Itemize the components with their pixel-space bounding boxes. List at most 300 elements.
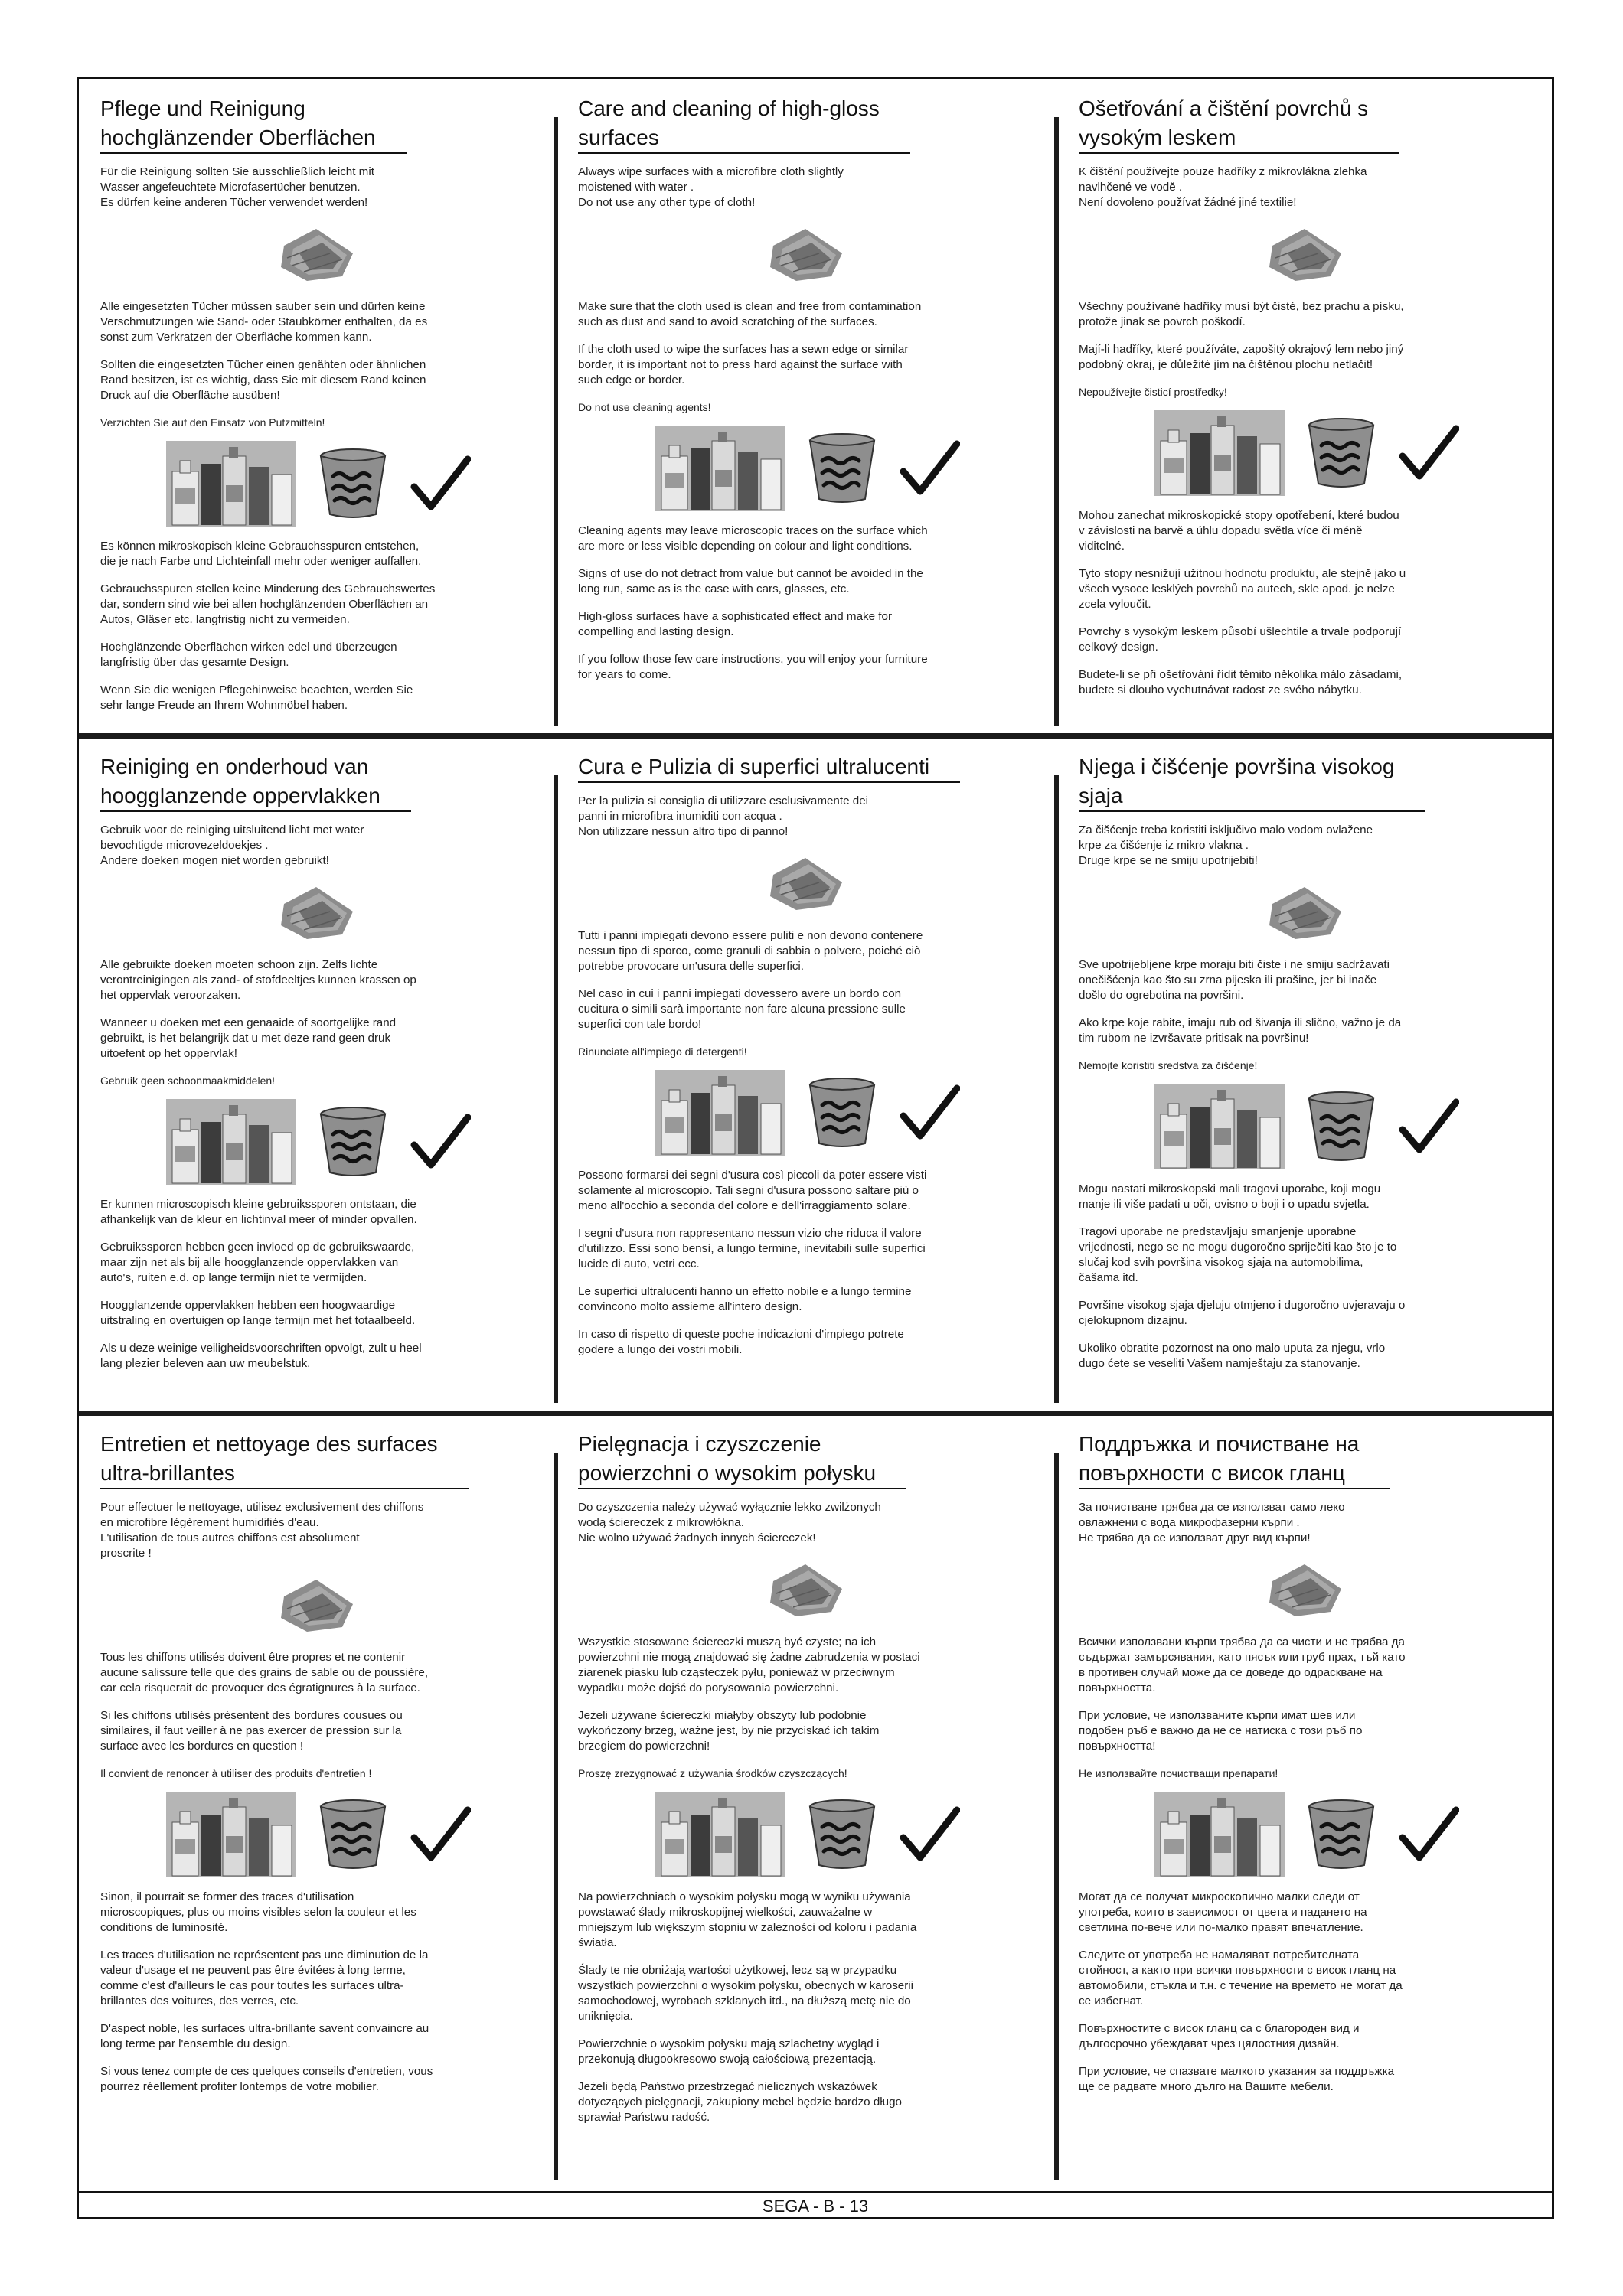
cloth-paragraphs <box>1079 1635 1534 1754</box>
section-title <box>1079 1430 1390 1489</box>
checkmark-icon <box>410 1804 471 1865</box>
paragraph-line: brzegiem do powierzchni! <box>578 1740 710 1753</box>
checkmark-icon <box>410 453 471 514</box>
intro-line: Не трябва да се използват друг вид кърпи! <box>1079 1531 1311 1544</box>
paragraph-line: maar zijn net als bij alle hoogglanzende oppervlakken van <box>100 1256 399 1269</box>
paragraph <box>578 609 1037 640</box>
checkmark-icon <box>899 1804 960 1865</box>
paragraph-line: Sollten die eingesetzten Tücher einen genähten oder ähnlichen <box>100 358 426 371</box>
intro-line: Pour effectuer le nettoyage, utilisez exclusivement des chiffons <box>100 1501 424 1514</box>
cloth-icon <box>276 1574 361 1635</box>
paragraph-line: Следите от употреба не намаляват потребителната <box>1079 1949 1360 1962</box>
paragraph-line: lang plezier beleven aan uw meubelstuk. <box>100 1357 311 1370</box>
intro-line: Non utilizzare nessun altro tipo di panno! <box>578 825 789 838</box>
paragraph-line: čašama itd. <box>1079 1271 1138 1284</box>
paragraph-line: Tous les chiffons utilisés doivent être propres et ne contenir <box>100 1651 406 1664</box>
paragraph <box>100 1890 537 1936</box>
paragraph-line: pourrez réellement profiter lontemps de votre mobilier. <box>100 2080 379 2093</box>
paragraph-line: Alle eingesetzten Tücher müssen sauber sein und dürfen keine <box>100 300 426 313</box>
paragraph-line: uitstraling en overtuigen op lange termijn met het totaalbeeld. <box>100 1314 416 1327</box>
paragraph-line: Gebruikssporen hebben geen invloed op de gebruikswaarde, <box>100 1241 415 1254</box>
paragraph-line: lucide di auto, vetri ecc. <box>578 1257 700 1270</box>
cleaning-bottles-icon <box>655 426 785 511</box>
paragraph-line: v závislosti na barvě a úhlu dopadu světla více či méně <box>1079 524 1363 537</box>
paragraph <box>578 928 1037 974</box>
intro-line: Do not use any other type of cloth! <box>578 196 756 209</box>
wear-paragraphs <box>1079 1890 1534 2095</box>
cleaning-bottles-icon <box>655 1070 785 1156</box>
intro-line: Es dürfen keine anderen Tücher verwendet werden! <box>100 196 368 209</box>
paragraph <box>1079 508 1534 554</box>
cleaning-illustration <box>100 1099 537 1185</box>
intro-line: Gebruik voor de reiniging uitsluitend licht met water <box>100 823 364 837</box>
paragraph-line: surface avec les bordures en question ! <box>100 1740 304 1753</box>
no-cleaning-agents-text: Gebruik geen schoonmaakmiddelen! <box>100 1075 276 1087</box>
bucket-icon <box>1306 1798 1376 1871</box>
paragraph-line: Ślady te nie obniżają wartości użytkowej, lecz są w przypadku <box>578 1964 897 1977</box>
section-title-line: Pielęgnacja i czyszczenie <box>578 1432 821 1456</box>
paragraph-line: podobný okraj, je důležité jím na čištěnou plochu netlačit! <box>1079 358 1373 371</box>
intro-line: K čištění používejte pouze hadříky z mikrovlákna zlehka <box>1079 165 1367 178</box>
paragraph-line: mniejszym lub większym stopniu w zależności od koloru i padania <box>578 1921 917 1934</box>
cloth-icon <box>766 223 850 284</box>
paragraph-line: в противен случай може да се доведе до одраскване на <box>1079 1666 1383 1679</box>
paragraph-line: for years to come. <box>578 668 671 681</box>
paragraph-line: Verschmutzungen wie Sand- oder Staubkörner enthalten, da es <box>100 315 428 328</box>
intro-line: en microfibre légèrement humidifiés d'eau. <box>100 1516 319 1529</box>
cleaning-illustration <box>1079 1792 1534 1877</box>
intro-line: krpe za čišćenje iz mikro vlakna . <box>1079 839 1249 852</box>
paragraph-line: Jeżeli używane ściereczki miałyby obszyty lub podobnie <box>578 1709 867 1722</box>
paragraph <box>100 539 537 569</box>
paragraph-line: došlo do ogrebotina na površini. <box>1079 989 1244 1002</box>
section-title-line: Entretien et nettoyage des surfaces <box>100 1432 438 1456</box>
intro-line: овлажнени с вода микрофазерни кърпи . <box>1079 1516 1300 1529</box>
language-section <box>1057 1414 1554 2187</box>
paragraph <box>578 299 1037 330</box>
intro-line: L'utilisation de tous autres chiffons est absolument <box>100 1531 360 1544</box>
bucket-icon <box>318 1798 388 1871</box>
intro-text <box>1079 1500 1534 1546</box>
paragraph-line: convincono molto assieme all'intero design. <box>578 1300 802 1313</box>
paragraph <box>578 523 1037 554</box>
bucket-icon <box>807 1076 877 1150</box>
paragraph-line: gebruikt, is het belangrijk dat u met deze rand geen druk <box>100 1032 391 1045</box>
paragraph-line: dugo ćete se veseliti Vašem namještaju za stanovanje. <box>1079 1357 1360 1370</box>
intro-line: За почистване трябва да се използват само леко <box>1079 1501 1345 1514</box>
wear-paragraphs <box>100 1197 537 1371</box>
paragraph <box>1079 342 1534 373</box>
paragraph-line: potrebbe provocare un'usura delle superfici. <box>578 960 805 973</box>
paragraph-line: Mohou zanechat mikroskopické stopy opotřebení, které budou <box>1079 509 1399 522</box>
paragraph-line: Powierzchnie o wysokim połysku mają szlachetny wygląd i <box>578 2037 880 2050</box>
paragraph-line: Signs of use do not detract from value but cannot be avoided in the <box>578 567 923 580</box>
paragraph <box>100 1650 537 1696</box>
section-title-line: Pflege und Reinigung <box>100 96 305 120</box>
paragraph-line: Wanneer u doeken met een genaaide of soortgelijke rand <box>100 1016 397 1029</box>
intro-line: navlhčené ve vodě . <box>1079 181 1183 194</box>
paragraph-line: Druck auf die Oberfläche ausüben! <box>100 389 280 402</box>
language-section <box>79 1414 557 2187</box>
paragraph-line: slučaj kod svih površina visokog sjaja na automobilima, <box>1079 1256 1363 1269</box>
cloth-icon <box>276 881 361 942</box>
paragraph-line: светлина по-вече или по-малко правят впечатление. <box>1079 1921 1363 1934</box>
paragraph-line: Povrchy s vysokým leskem působí ušlechtile a trvale podporují <box>1079 625 1402 638</box>
cloth-icon <box>1265 881 1349 942</box>
paragraph <box>578 2079 1037 2125</box>
paragraph-line: similaires, il faut veiller à ne pas exercer de pression sur la <box>100 1724 402 1737</box>
paragraph <box>1079 2064 1534 2095</box>
wear-paragraphs <box>1079 1182 1534 1371</box>
section-title-line: ultra-brillantes <box>100 1461 235 1485</box>
paragraph-line: cucitura o simili sarà importante non fare alcuna pressione sulle <box>578 1003 906 1016</box>
paragraph-line: superfici con tale bordo! <box>578 1018 702 1031</box>
paragraph-line: d'utilizzo. Essi sono bensì, a lungo termine, inevitabili sulle superfici <box>578 1242 926 1255</box>
paragraph-line: ziarenek piasku lub cząsteczek pyłu, ponieważ w przeciwnym <box>578 1666 895 1679</box>
language-section <box>1057 79 1554 733</box>
paragraph-line: všech vysoce lesklých povrchů na autech, skle apod. je nelze <box>1079 582 1395 595</box>
paragraph-line: are more or less visible depending on colour and light conditions. <box>578 540 913 553</box>
paragraph-line: valeur d'usage et ne peuvent pas être évitées à long terme, <box>100 1964 406 1977</box>
paragraph-line: Budete-li se při ošetřování řídit těmito několika málo zásadami, <box>1079 668 1403 681</box>
paragraph-line: стойност, а както при всички повърхности с висок гланц на <box>1079 1964 1396 1977</box>
paragraph-line: langfristig über das gesamte Design. <box>100 656 289 669</box>
bucket-icon <box>807 432 877 505</box>
paragraph-line: Površine visokog sjaja djeluju otmjeno i dugoročno uvjeravaju o <box>1079 1299 1406 1312</box>
language-section <box>1057 737 1554 1411</box>
paragraph <box>1079 1708 1534 1754</box>
wear-paragraphs <box>1079 508 1534 698</box>
section-title <box>100 94 407 154</box>
paragraph-line: Mogu nastati mikroskopski mali tragovi uporabe, koji mogu <box>1079 1182 1381 1195</box>
paragraph-line: samochodowej, wyrobach szklanych itd., na dłuższą metę nie do <box>578 1994 911 2007</box>
intro-text <box>100 165 537 210</box>
no-cleaning-agents-text: Il convient de renoncer à utiliser des produits d'entretien ! <box>100 1767 372 1779</box>
paragraph-line: автомобили, стъкла и т.н. с течение на времето не могат да <box>1079 1979 1403 1992</box>
paragraph-line: such as dust and sand to avoid scratching of the surfaces. <box>578 315 877 328</box>
wear-paragraphs <box>100 539 537 713</box>
section-title <box>578 1430 906 1489</box>
paragraph-line: przekonują długookresowo swoją całościową prezentacją. <box>578 2053 877 2066</box>
bucket-icon <box>318 1105 388 1179</box>
paragraph <box>578 1284 1037 1315</box>
paragraph-line: Hochglänzende Oberflächen wirken edel und überzeugen <box>100 641 397 654</box>
intro-line: Do czyszczenia należy używać wyłącznie lekko zwilżonych <box>578 1501 881 1514</box>
paragraph <box>1079 625 1534 655</box>
section-title-line: vysokým leskem <box>1079 126 1236 149</box>
intro-line: Nie wolno używać żadnych innych ściereczek! <box>578 1531 816 1544</box>
section-title <box>578 752 960 783</box>
column-divider <box>554 117 558 726</box>
paragraph <box>100 1708 537 1754</box>
language-section <box>557 79 1057 733</box>
paragraph-line: подобен ръб е важно да не се натиска с този ръб по <box>1079 1724 1363 1737</box>
intro-line: moistened with water . <box>578 181 694 194</box>
paragraph-line: solamente al microscopio. Tali segni d'usura possono saltare più o <box>578 1184 919 1197</box>
paragraph-line: dar, sondern sind wie bei allen hochglänzenden Oberflächen an <box>100 598 429 611</box>
section-title <box>1079 752 1425 812</box>
section-title-line: hochglänzender Oberflächen <box>100 126 376 149</box>
paragraph-line: comme c'est d'ailleurs le cas pour toutes les surfaces ultra- <box>100 1979 404 1992</box>
paragraph-line: Gebrauchsspuren stellen keine Minderung des Gebrauchswertes <box>100 582 436 595</box>
intro-line: panni in microfibra inumiditi con acqua . <box>578 810 782 823</box>
paragraph <box>100 1197 537 1228</box>
paragraph-line: microscopiques, plus ou moins visibles selon la couleur et les <box>100 1906 416 1919</box>
paragraph-line: При условие, че спазвате малкото указания за поддръжка <box>1079 2065 1395 2078</box>
paragraph-line: protože jinak se povrch poškodí. <box>1079 315 1246 328</box>
paragraph-line: Wenn Sie die wenigen Pflegehinweise beachten, werden Sie <box>100 683 413 696</box>
paragraph-line: wypadku może dojść do porysowania powierzchni. <box>578 1681 839 1694</box>
paragraph-line: Ukoliko obratite pozornost na ono malo uputa za njegu, vrlo <box>1079 1342 1386 1355</box>
paragraph <box>1079 1635 1534 1696</box>
paragraph <box>1079 1298 1534 1329</box>
paragraph-line: Všechny používané hadříky musí být čisté, bez prachu a písku, <box>1079 300 1404 313</box>
paragraph-line: wszystkich powierzchni o wysokim połysku, obecnych w karoserii <box>578 1979 914 1992</box>
section-title <box>578 94 910 154</box>
paragraph <box>100 1341 537 1371</box>
paragraph <box>100 582 537 628</box>
page-footer: SEGA - B - 13 <box>79 2191 1552 2219</box>
paragraph-line: Er kunnen microscopisch kleine gebruikssporen ontstaan, die <box>100 1198 416 1211</box>
no-cleaning-agents-text: Do not use cleaning agents! <box>578 401 711 413</box>
paragraph-line: powierzchni nie mogą znajdować się żadne zabrudzenia w postaci <box>578 1651 920 1664</box>
cloth-paragraphs <box>100 299 537 403</box>
paragraph-line: border, it is important not to press hard against the surface with <box>578 358 903 371</box>
paragraph-line: onečišćenja kao što su zrna pijeska ili prašine, jer bi inače <box>1079 974 1377 987</box>
paragraph-line: If you follow those few care instructions, you will enjoy your furniture <box>578 653 928 666</box>
paragraph-line: Na powierzchniach o wysokim połysku mogą w wyniku używania <box>578 1890 911 1903</box>
paragraph <box>578 1635 1037 1696</box>
paragraph-line: Cleaning agents may leave microscopic traces on the surface which <box>578 524 928 537</box>
page-frame <box>77 77 1554 2219</box>
paragraph-line: sonst zum Verkratzen der Oberfläche kommen kann. <box>100 331 372 344</box>
paragraph <box>100 357 537 403</box>
paragraph-line: viditelné. <box>1079 540 1125 553</box>
cloth-icon <box>276 223 361 284</box>
paragraph-line: употреба, които в зависимост от цвета и падането на <box>1079 1906 1367 1919</box>
paragraph-line: Hoogglanzende oppervlakken hebben een hoogwaardige <box>100 1299 396 1312</box>
paragraph <box>1079 1225 1534 1286</box>
paragraph-line: auto's, ruiten e.d. op lange termijn niet te vermijden. <box>100 1271 367 1284</box>
paragraph-line: Ako krpe koje rabite, imaju rub od šivanja ili slično, važno je da <box>1079 1016 1402 1029</box>
no-cleaning-agents-text: Rinunciate all'impiego di detergenti! <box>578 1045 747 1058</box>
paragraph-line: aucune salissure telle que des grains de sable ou de poussière, <box>100 1666 429 1679</box>
section-title-line: Reiniging en onderhoud van <box>100 755 369 778</box>
paragraph-line: Autos, Gläser etc. langfristig nicht zu vermeiden. <box>100 613 350 626</box>
paragraph-line: uitoefent op het oppervlak! <box>100 1047 238 1060</box>
paragraph <box>100 2064 537 2095</box>
paragraph-line: Si les chiffons utilisés présentent des bordures cousues ou <box>100 1709 403 1722</box>
paragraph <box>1079 1890 1534 1936</box>
paragraph <box>578 566 1037 597</box>
checkmark-icon <box>1398 422 1459 484</box>
intro-text <box>1079 823 1534 869</box>
paragraph <box>578 1963 1037 2024</box>
checkmark-icon <box>410 1111 471 1172</box>
paragraph-line: Sve upotrijebljene krpe moraju biti čiste i ne smiju sadržavati <box>1079 958 1390 971</box>
no-cleaning-agents-text: Verzichten Sie auf den Einsatz von Putzmitteln! <box>100 416 325 429</box>
paragraph-line: compelling and lasting design. <box>578 625 734 638</box>
paragraph <box>1079 957 1534 1003</box>
row-divider <box>79 733 1552 739</box>
intro-text <box>578 1500 1037 1546</box>
cleaning-bottles-icon <box>1154 1084 1285 1169</box>
paragraph-line: Всички използвани кърпи трябва да са чисти и не трябва да <box>1079 1636 1405 1649</box>
cleaning-illustration <box>578 1070 1037 1156</box>
paragraph-line: nessun tipo di sporco, come granuli di sabbia o polvere, poiché ciò <box>578 944 921 957</box>
language-section <box>79 737 557 1411</box>
paragraph-line: celkový design. <box>1079 641 1158 654</box>
cloth-paragraphs <box>1079 299 1534 373</box>
paragraph-line: Tragovi uporabe ne predstavljaju smanjenje uporabne <box>1079 1225 1357 1238</box>
paragraph-line: D'aspect noble, les surfaces ultra-brillante savent convaincre au <box>100 2022 429 2035</box>
paragraph-line: Les traces d'utilisation ne représentent pas une diminution de la <box>100 1949 429 1962</box>
cloth-paragraphs <box>100 957 537 1062</box>
intro-line: proscrite ! <box>100 1547 152 1560</box>
paragraph-line: Le superfici ultralucenti hanno un effetto nobile e a lungo termine <box>578 1285 912 1298</box>
no-cleaning-agents-text: Nepoužívejte čisticí prostředky! <box>1079 386 1227 398</box>
wear-paragraphs <box>578 523 1037 683</box>
section-title-line: Njega i čišćenje površina visokog <box>1079 755 1395 778</box>
paragraph-line: Tyto stopy nesnižují užitnou hodnotu produktu, ale stejně jako u <box>1079 567 1406 580</box>
paragraph-line: При условие, че използваните кърпи имат шев или <box>1079 1709 1356 1722</box>
paragraph-line: Tutti i panni impiegati devono essere puliti e non devono contenere <box>578 929 923 942</box>
wear-paragraphs <box>578 1168 1037 1358</box>
section-title-line: powierzchni o wysokim połysku <box>578 1461 877 1485</box>
intro-text <box>1079 165 1534 210</box>
cloth-paragraphs <box>100 1650 537 1754</box>
paragraph-line: Wszystkie stosowane ściereczki muszą być czyste; na ich <box>578 1636 877 1649</box>
intro-line: Für die Reinigung sollten Sie ausschließlich leicht mit <box>100 165 374 178</box>
paragraph-line: съдържат замърсявания, като пясък или груб прах, тъй като <box>1079 1651 1406 1664</box>
paragraph-line: tim rubom ne izvršavate pritisak na površinu! <box>1079 1032 1309 1045</box>
paragraph-line: Sinon, il pourrait se former des traces d'utilisation <box>100 1890 354 1903</box>
cleaning-illustration <box>578 1792 1037 1877</box>
cloth-icon <box>766 852 850 913</box>
paragraph <box>1079 2021 1534 2052</box>
paragraph <box>100 2021 537 2052</box>
paragraph <box>100 683 537 713</box>
cloth-paragraphs <box>578 1635 1037 1754</box>
paragraph <box>100 1240 537 1286</box>
bucket-icon <box>1306 1090 1376 1163</box>
cloth-paragraphs <box>578 299 1037 388</box>
paragraph-line: Possono formarsi dei segni d'usura così piccoli da poter essere visti <box>578 1169 927 1182</box>
section-title-line: hoogglanzende oppervlakken <box>100 784 380 807</box>
intro-text <box>100 1500 537 1561</box>
paragraph-line: Jeżeli będą Państwo przestrzegać nielicznych wskazówek <box>578 2080 877 2093</box>
paragraph <box>100 1948 537 2009</box>
intro-text <box>578 794 1037 840</box>
checkmark-icon <box>899 1082 960 1143</box>
bucket-icon <box>1306 416 1376 490</box>
cleaning-bottles-icon <box>166 1792 296 1877</box>
checkmark-icon <box>1398 1096 1459 1157</box>
cleaning-illustration <box>100 441 537 527</box>
paragraph <box>1079 667 1534 698</box>
cloth-icon <box>1265 223 1349 284</box>
paragraph-line: godere a lungo dei vostri mobili. <box>578 1343 743 1356</box>
paragraph-line: powstawać ślady mikroskopijnej wielkości, zauważalne w <box>578 1906 873 1919</box>
paragraph-line: Make sure that the cloth used is clean and free from contamination <box>578 300 922 313</box>
section-title <box>100 1430 469 1489</box>
intro-line: Wasser angefeuchtete Microfasertücher benutzen. <box>100 181 361 194</box>
paragraph-line: Rand besitzen, ist es wichtig, dass Sie mit diesem Rand keinen <box>100 373 426 386</box>
no-cleaning-agents-text: Proszę zrezygnować z używania środków czyszczących! <box>578 1767 847 1779</box>
section-title-line: Care and cleaning of high-gloss <box>578 96 880 120</box>
paragraph-line: budete si dlouho vychutnávat radost ze svého nábytku. <box>1079 683 1362 696</box>
section-title <box>100 752 411 812</box>
paragraph-line: се избегнат. <box>1079 1994 1144 2007</box>
no-cleaning-agents-text: Не използвайте почистващи препарати! <box>1079 1767 1278 1779</box>
cleaning-illustration <box>1079 410 1534 496</box>
language-section <box>557 737 1057 1411</box>
intro-line: Za čišćenje treba koristiti isključivo malo vodom ovlažene <box>1079 823 1373 837</box>
paragraph <box>100 640 537 670</box>
checkmark-icon <box>899 438 960 499</box>
paragraph-line: wykończony brzeg, ważne jest, by nie przyciskać ich takim <box>578 1724 880 1737</box>
paragraph <box>100 957 537 1003</box>
paragraph-line: światła. <box>578 1936 617 1949</box>
paragraph-line: meno all'occhio a seconda del colore e dell'irraggiamento solare. <box>578 1199 911 1212</box>
paragraph-line: verontreinigingen als zand- of stofdeeltjes kunnen krassen op <box>100 974 416 987</box>
paragraph-line: If the cloth used to wipe the surfaces has a sewn edge or similar <box>578 343 909 356</box>
paragraph-line: Es können mikroskopisch kleine Gebrauchsspuren entstehen, <box>100 540 420 553</box>
language-section <box>79 79 557 733</box>
bucket-icon <box>318 447 388 520</box>
section-title-line: Cura e Pulizia di superfici ultralucenti <box>578 755 930 778</box>
paragraph-line: дългосрочно убеждават чрез цялостния дизайн. <box>1079 2037 1340 2050</box>
paragraph-line: повърхността. <box>1079 1681 1156 1694</box>
paragraph-line: Повърхностите с висок гланц са с благороден вид и <box>1079 2022 1360 2035</box>
paragraph <box>1079 566 1534 612</box>
column-divider <box>1054 775 1059 1403</box>
intro-line: bevochtigde microvezeldoekjes . <box>100 839 269 852</box>
cloth-icon <box>766 1558 850 1619</box>
paragraph <box>578 342 1037 388</box>
paragraph-line: повърхността! <box>1079 1740 1156 1753</box>
row-divider <box>79 1411 1552 1416</box>
paragraph-line: Mají-li hadříky, které používáte, zapošitý okrajový lem nebo jiný <box>1079 343 1404 356</box>
paragraph-line: such edge or border. <box>578 373 685 386</box>
cloth-paragraphs <box>578 928 1037 1032</box>
paragraph <box>578 1168 1037 1214</box>
section-title-line: Поддръжка и почистване на <box>1079 1432 1360 1456</box>
paragraph-line: uniknięcia. <box>578 2010 633 2023</box>
paragraph-line: afhankelijk van de kleur en lichtinval meer of minder opvallen. <box>100 1213 417 1226</box>
cleaning-bottles-icon <box>166 1099 296 1185</box>
paragraph-line: Nel caso in cui i panni impiegati dovessero avere un bordo con <box>578 987 902 1000</box>
paragraph <box>578 1890 1037 1951</box>
paragraph-line: sehr lange Freude an Ihrem Wohnmöbel haben. <box>100 699 348 712</box>
cloth-icon <box>1265 1558 1349 1619</box>
paragraph <box>1079 299 1534 330</box>
paragraph-line: I segni d'usura non rappresentano nessun vizio che riduca il valore <box>578 1227 922 1240</box>
paragraph-line: conditions de luminosité. <box>100 1921 228 1934</box>
cleaning-bottles-icon <box>1154 410 1285 496</box>
paragraph-line: die je nach Farbe und Lichteinfall mehr oder weniger auffallen. <box>100 555 422 568</box>
cleaning-illustration <box>578 426 1037 511</box>
paragraph <box>578 2037 1037 2067</box>
intro-text <box>100 823 537 869</box>
paragraph-line: Si vous tenez compte de ces quelques conseils d'entretien, vous <box>100 2065 433 2078</box>
paragraph <box>578 652 1037 683</box>
no-cleaning-agents-text: Nemojte koristiti sredstva za čišćenje! <box>1079 1059 1258 1071</box>
paragraph-line: Могат да се получат микроскопично малки следи от <box>1079 1890 1360 1903</box>
instruction-grid <box>79 79 1552 2191</box>
intro-line: Druge krpe se ne smiju upotrijebiti! <box>1079 854 1258 867</box>
paragraph-line: manje ili više padati u oči, ovisno o boji i o upadu svjetla. <box>1079 1198 1370 1211</box>
